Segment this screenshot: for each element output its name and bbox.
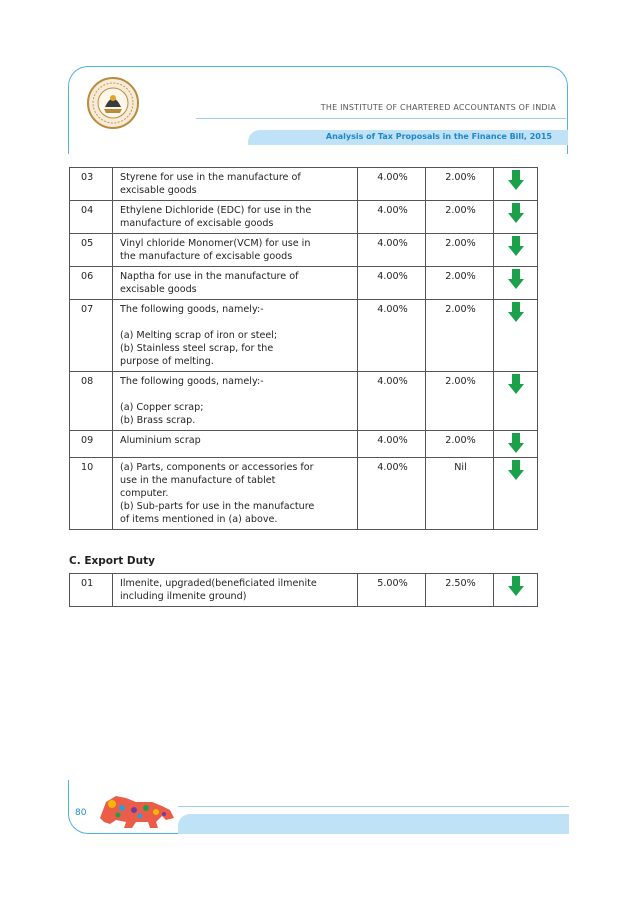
table-row (70, 201, 538, 234)
existing-duty-rate: 4.00% (358, 234, 426, 267)
table-row (70, 431, 538, 458)
proposed-duty-rate: 2.00% (426, 300, 494, 372)
serial-number: 06 (70, 267, 113, 300)
item-description (113, 458, 358, 530)
down-arrow-icon (508, 269, 524, 289)
down-arrow-icon (508, 203, 524, 223)
table-row (70, 234, 538, 267)
document-subtitle: Analysis of Tax Proposals in the Finance Bill, 2015 (325, 132, 552, 141)
serial-number: 10 (70, 458, 113, 530)
down-arrow-icon (508, 433, 524, 453)
table-row (70, 168, 538, 201)
footer-divider (178, 806, 569, 807)
change-indicator (494, 168, 538, 201)
existing-duty-rate: 5.00% (358, 574, 426, 607)
table-row (70, 300, 538, 372)
description-text: Vinyl chloride Monomer(VCM) for use in the manufacture of excisable goods (120, 238, 311, 262)
serial-number: 05 (70, 234, 113, 267)
table-row (70, 574, 538, 607)
change-indicator (494, 201, 538, 234)
existing-duty-rate: 4.00% (358, 372, 426, 431)
proposed-duty-rate: Nil (426, 458, 494, 530)
down-arrow-icon (508, 460, 524, 480)
proposed-duty-rate: 2.00% (426, 201, 494, 234)
change-indicator (494, 574, 538, 607)
down-arrow-icon (508, 302, 524, 322)
proposed-duty-rate: 2.00% (426, 431, 494, 458)
serial-number: 09 (70, 431, 113, 458)
change-indicator (494, 234, 538, 267)
down-arrow-icon (508, 576, 524, 596)
down-arrow-icon (508, 170, 524, 190)
existing-duty-rate: 4.00% (358, 168, 426, 201)
table-row (70, 372, 538, 431)
description-text: Naptha for use in the manufacture of excisable goods (120, 271, 299, 295)
make-in-india-lion-logo (96, 788, 178, 832)
proposed-duty-rate: 2.00% (426, 372, 494, 431)
export-duty-table (69, 573, 538, 607)
proposed-duty-rate: 2.00% (426, 234, 494, 267)
serial-number: 01 (70, 574, 113, 607)
description-text: Ethylene Dichloride (EDC) for use in the manufacture of excisable goods (120, 205, 312, 229)
change-indicator (494, 267, 538, 300)
table-row (70, 267, 538, 300)
item-description (113, 201, 358, 234)
description-text: Styrene for use in the manufacture of excisable goods (120, 172, 301, 196)
serial-number: 07 (70, 300, 113, 372)
page-number: 80 (75, 808, 87, 818)
down-arrow-icon (508, 374, 524, 394)
item-description (113, 234, 358, 267)
existing-duty-rate: 4.00% (358, 431, 426, 458)
serial-number: 04 (70, 201, 113, 234)
change-indicator (494, 458, 538, 530)
change-indicator (494, 372, 538, 431)
down-arrow-icon (508, 236, 524, 256)
item-description (113, 300, 358, 372)
proposed-duty-rate: 2.50% (426, 574, 494, 607)
description-text: The following goods, namely:- (a) Copper scrap; (b) Brass scrap. (120, 376, 264, 426)
institute-name: THE INSTITUTE OF CHARTERED ACCOUNTANTS OF INDIA (320, 103, 556, 112)
item-description (113, 574, 358, 607)
proposed-duty-rate: 2.00% (426, 168, 494, 201)
table-row (70, 458, 538, 530)
description-text: Ilmenite, upgraded(beneficiated ilmenite including ilmenite ground) (120, 578, 317, 602)
section-heading: C. Export Duty (69, 555, 155, 567)
duty-table (69, 167, 538, 530)
change-indicator (494, 300, 538, 372)
serial-number: 03 (70, 168, 113, 201)
serial-number: 08 (70, 372, 113, 431)
description-text: The following goods, namely:- (a) Melting scrap of iron or steel; (b) Stainless steel scrap, for the purpose of melting. (120, 304, 278, 367)
existing-duty-rate: 4.00% (358, 267, 426, 300)
description-text: (a) Parts, components or accessories for use in the manufacture of tablet computer. (b) Sub-parts for use in the manufacture of items mentioned in (a) above. (120, 462, 315, 525)
item-description (113, 372, 358, 431)
existing-duty-rate: 4.00% (358, 300, 426, 372)
change-indicator (494, 431, 538, 458)
description-text: Aluminium scrap (120, 435, 201, 446)
header-divider (196, 118, 566, 119)
item-description (113, 431, 358, 458)
proposed-duty-rate: 2.00% (426, 267, 494, 300)
existing-duty-rate: 4.00% (358, 458, 426, 530)
existing-duty-rate: 4.00% (358, 201, 426, 234)
item-description (113, 267, 358, 300)
icai-logo (86, 76, 140, 130)
footer-band (178, 814, 569, 834)
item-description (113, 168, 358, 201)
